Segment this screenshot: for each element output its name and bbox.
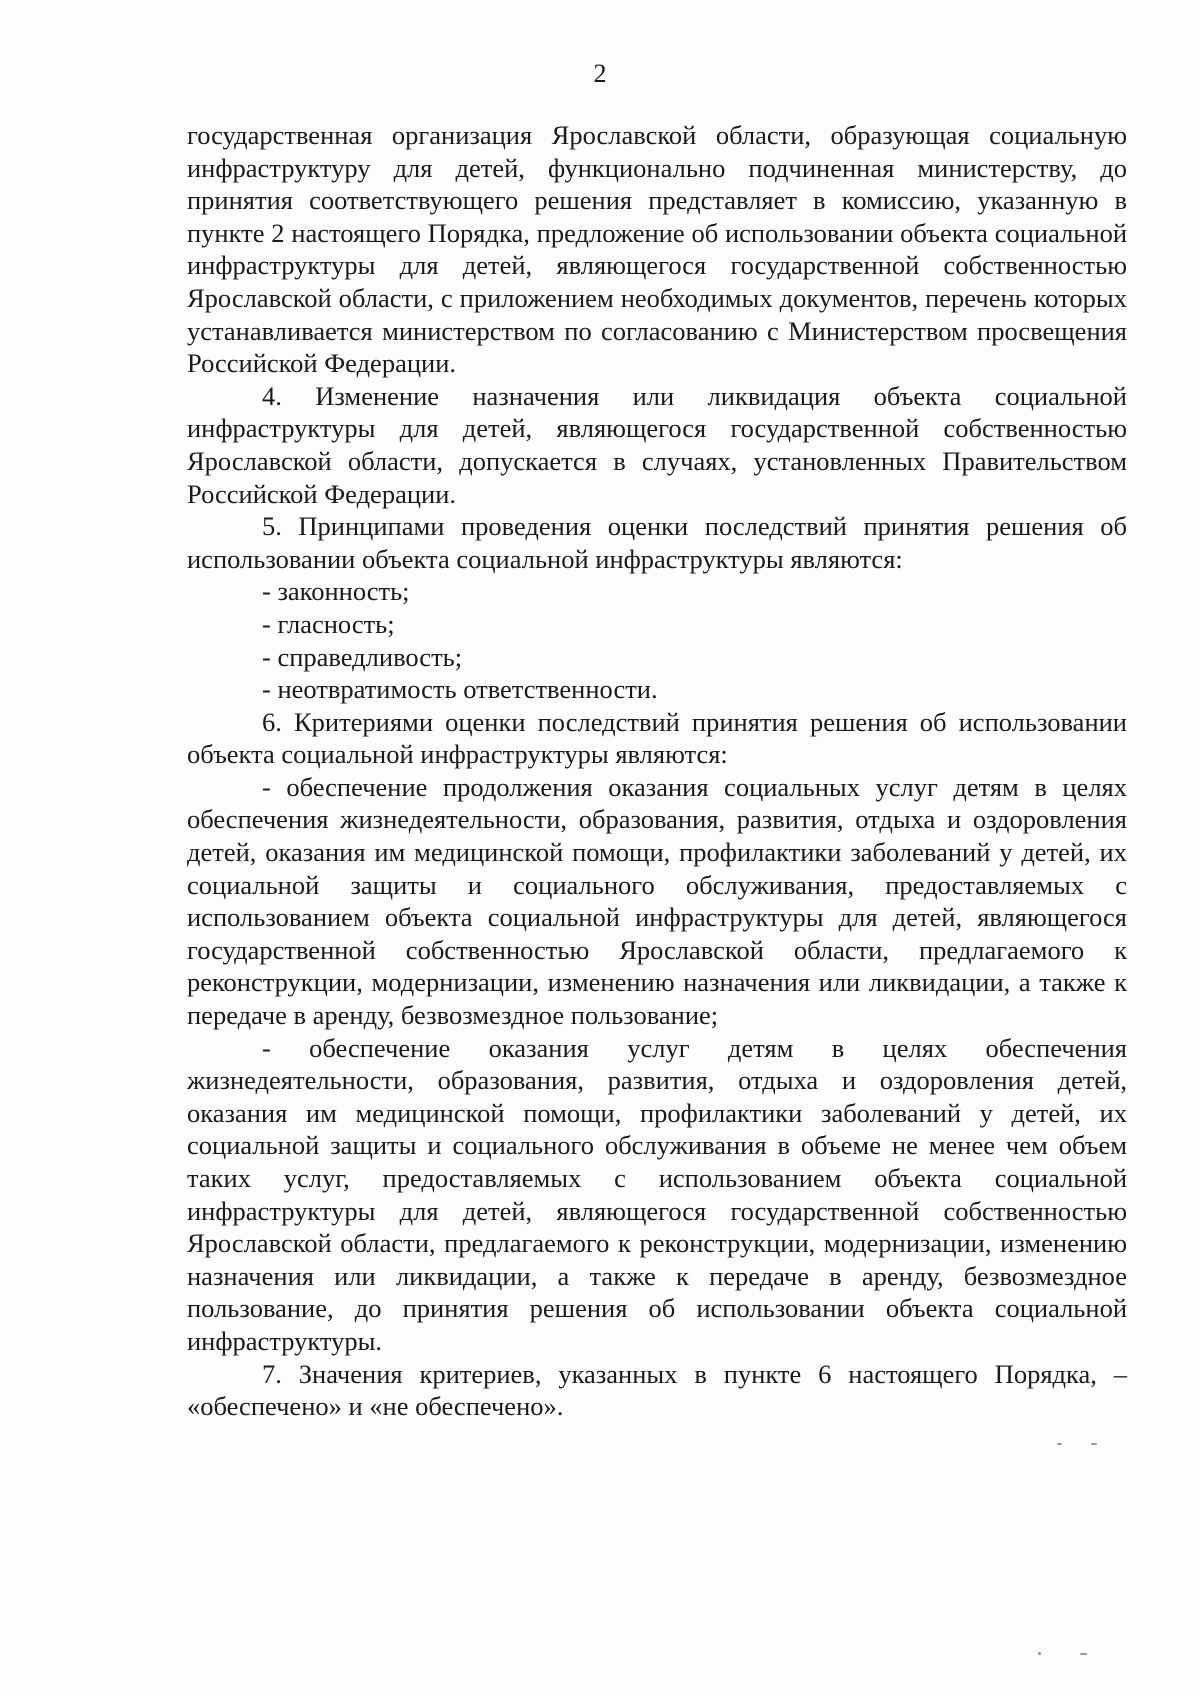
principle-fairness: - справедливость; xyxy=(262,641,463,672)
paragraph-item-6: 6. Критериями оценки последствий принятия решения об использовании объекта социальной инфраструктуры являются: xyxy=(187,706,1127,770)
scan-speck xyxy=(1057,1443,1062,1445)
paragraph-item-5: 5. Принципами проведения оценки последствий принятия решения об использовании объекта социальной инфраструктуры являются: xyxy=(187,511,1127,574)
paragraph-item-4: 4. Изменение назначения или ликвидация объекта социальной инфраструктуры для детей, являющегося государственной собственностью Ярославской области, допускается в случаях, установленных Правительством Российской Федерации. xyxy=(187,380,1127,509)
scan-speck xyxy=(1038,1652,1041,1655)
paragraph-continuation: государственная организация Ярославской области, образующая социальную инфраструктуру для детей, функционально подчиненная министерству, до принятия соответствующего решения представляет в комиссию, указанную в пункте 2 настоящего Порядка, предложение об использовании объекта социальной инфраструктуры для детей, являющегося государственной собственностью Ярославской области, с приложением необходимых документов, перечень которых устанавливается министерством по согласованию с Министерством просвещения Российской Федерации. xyxy=(187,120,1127,379)
document-body xyxy=(187,119,1127,1423)
scan-speck xyxy=(1091,1443,1097,1445)
scan-speck xyxy=(1080,1653,1087,1655)
paragraph-item-7: 7. Значения критериев, указанных в пункте 6 настоящего Порядка, – «обеспечено» и «не обеспечено». xyxy=(187,1358,1127,1422)
principle-legality: - законность; xyxy=(262,576,410,607)
page-number: 2 xyxy=(593,59,607,88)
criterion-provision-of-services: - обеспечение оказания услуг детям в целях обеспечения жизнедеятельности, образования, развития, отдыха и оздоровления детей, оказания им медицинской помощи, профилактики заболеваний у детей, их социальной защиты и социального обслуживания в объеме не менее чем объем таких услуг, предоставляемых с использованием объекта социальной инфраструктуры для детей, являющегося государственной собственностью Ярославской области, предлагаемого к реконструкции, модернизации, изменению назначения или ликвидации, а также к передаче в аренду, безвозмездное пользование, до принятия решения об использовании объекта социальной инфраструктуры. xyxy=(187,1032,1127,1356)
principle-publicity: - гласность; xyxy=(262,608,395,639)
criterion-continuation-of-services: - обеспечение продолжения оказания социальных услуг детям в целях обеспечения жизнедеятельности, образования, развития, отдыха и оздоровления детей, оказания им медицинской помощи, профилактики заболеваний у детей, их социальной защиты и социального обслуживания, предоставляемых с использованием объекта социальной инфраструктуры для детей, являющегося государственной собственностью Ярославской области, предлагаемого к реконструкции, модернизации, изменению назначения или ликвидации, а также к передаче в аренду, безвозмездное пользование; xyxy=(187,771,1127,1031)
principle-inevitability: - неотвратимость ответственности. xyxy=(262,674,658,705)
